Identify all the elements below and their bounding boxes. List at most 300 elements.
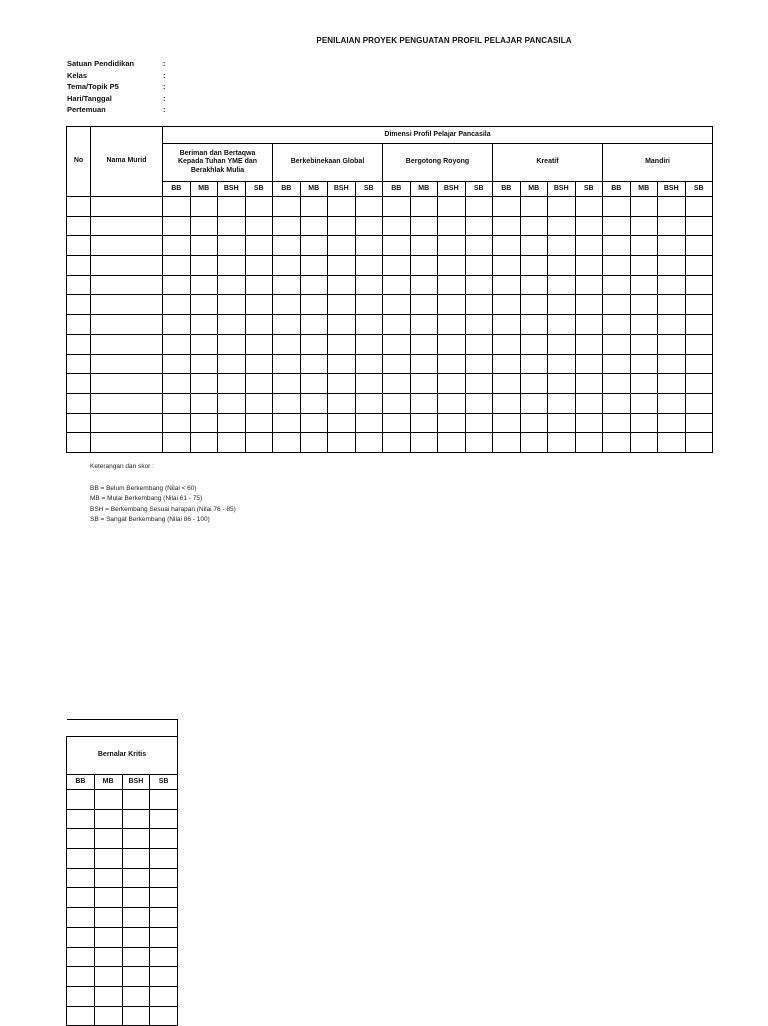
- header-level-mb: MB: [300, 182, 328, 197]
- table-cell: [163, 295, 191, 315]
- table-cell: [493, 374, 521, 394]
- table-cell: [273, 295, 301, 315]
- header-level-sb: SB: [355, 182, 383, 197]
- table-cell: [658, 374, 686, 394]
- table-row: [67, 413, 713, 433]
- table-cell: [355, 295, 383, 315]
- table-cell: [603, 236, 631, 256]
- table-cell: [630, 374, 658, 394]
- table-cell: [410, 315, 438, 335]
- table-cell: [465, 334, 493, 354]
- table-cell: [163, 236, 191, 256]
- header-continued-blank: [67, 720, 178, 737]
- table-row: [67, 433, 713, 453]
- table-cell: [67, 216, 91, 236]
- table-cell: [300, 393, 328, 413]
- table-cell: [300, 374, 328, 394]
- table-cell: [438, 197, 466, 217]
- header-level-mb: MB: [94, 775, 122, 790]
- table-cell: [465, 256, 493, 276]
- table-cell: [122, 927, 150, 947]
- table-cell: [300, 275, 328, 295]
- table-row: [67, 197, 713, 217]
- header-level-sb: SB: [150, 775, 178, 790]
- table-cell: [575, 374, 603, 394]
- table-cell: [91, 256, 163, 276]
- table-cell: [163, 216, 191, 236]
- table-cell: [245, 236, 273, 256]
- table-cell: [383, 315, 411, 335]
- table-cell: [218, 354, 246, 374]
- table-cell: [438, 334, 466, 354]
- info-label: Satuan Pendidikan: [67, 59, 135, 68]
- header-level-bb: BB: [67, 775, 95, 790]
- table-cell: [520, 236, 548, 256]
- table-cell: [685, 413, 713, 433]
- table-cell: [91, 197, 163, 217]
- table-cell: [67, 947, 95, 967]
- table-cell: [685, 197, 713, 217]
- table-cell: [575, 413, 603, 433]
- table-cell: [150, 849, 178, 869]
- table-row: [67, 790, 178, 810]
- table-cell: [218, 374, 246, 394]
- table-cell: [67, 790, 95, 810]
- table-cell: [218, 334, 246, 354]
- table-cell: [91, 354, 163, 374]
- table-cell: [603, 295, 631, 315]
- table-cell: [438, 295, 466, 315]
- table-cell: [190, 433, 218, 453]
- table-cell: [67, 967, 95, 987]
- table-row: [67, 354, 713, 374]
- table-cell: [685, 275, 713, 295]
- table-cell: [94, 868, 122, 888]
- table-cell: [355, 393, 383, 413]
- table-cell: [91, 433, 163, 453]
- info-row: [67, 104, 169, 116]
- table-cell: [328, 197, 356, 217]
- table-cell: [328, 433, 356, 453]
- table-row: [67, 216, 713, 236]
- table-cell: [328, 334, 356, 354]
- table-cell: [658, 275, 686, 295]
- legend-item: BB = Belum Berkembang (Nilai < 60): [90, 484, 197, 492]
- table-cell: [548, 295, 576, 315]
- table-cell: [410, 413, 438, 433]
- table-cell: [603, 216, 631, 236]
- table-cell: [685, 433, 713, 453]
- table-cell: [658, 354, 686, 374]
- table-cell: [493, 275, 521, 295]
- table-row: [67, 868, 178, 888]
- table-cell: [94, 888, 122, 908]
- table-cell: [150, 868, 178, 888]
- header-level-sb: SB: [685, 182, 713, 197]
- table-cell: [493, 315, 521, 335]
- table-cell: [122, 809, 150, 829]
- header-level-bb: BB: [273, 182, 301, 197]
- table-cell: [465, 315, 493, 335]
- header-level-bsh: BSH: [122, 775, 150, 790]
- table-cell: [67, 236, 91, 256]
- table-cell: [300, 295, 328, 315]
- header-level-sb: SB: [245, 182, 273, 197]
- table-cell: [465, 433, 493, 453]
- table-cell: [67, 295, 91, 315]
- table-cell: [67, 829, 95, 849]
- table-cell: [548, 354, 576, 374]
- table-cell: [150, 947, 178, 967]
- table-row: [67, 908, 178, 928]
- table-cell: [658, 295, 686, 315]
- table-cell: [91, 393, 163, 413]
- table-cell: [603, 315, 631, 335]
- table-cell: [245, 413, 273, 433]
- legend-heading: Keterangan dan skor :: [90, 463, 154, 470]
- table-cell: [67, 197, 91, 217]
- table-cell: [520, 295, 548, 315]
- table-cell: [465, 354, 493, 374]
- header-level-bb: BB: [163, 182, 191, 197]
- table-cell: [465, 374, 493, 394]
- header-nama-murid: Nama Murid: [91, 127, 163, 197]
- table-cell: [493, 413, 521, 433]
- table-cell: [520, 393, 548, 413]
- table-cell: [438, 315, 466, 335]
- table-cell: [520, 413, 548, 433]
- table-cell: [273, 256, 301, 276]
- table-cell: [383, 393, 411, 413]
- table-row: [67, 829, 178, 849]
- table-cell: [438, 433, 466, 453]
- table-row: [67, 256, 713, 276]
- table-row: [67, 334, 713, 354]
- table-cell: [328, 275, 356, 295]
- table-cell: [67, 908, 95, 928]
- table-cell: [67, 927, 95, 947]
- table-cell: [218, 393, 246, 413]
- table-cell: [438, 393, 466, 413]
- header-level-bsh: BSH: [548, 182, 576, 197]
- table-cell: [438, 354, 466, 374]
- table-cell: [603, 413, 631, 433]
- table-cell: [67, 374, 91, 394]
- table-cell: [355, 275, 383, 295]
- table-cell: [245, 334, 273, 354]
- table-cell: [218, 256, 246, 276]
- table-cell: [548, 216, 576, 236]
- table-cell: [190, 374, 218, 394]
- info-label: Kelas: [67, 70, 88, 80]
- table-cell: [493, 334, 521, 354]
- table-cell: [548, 256, 576, 276]
- table-cell: [94, 927, 122, 947]
- table-cell: [218, 315, 246, 335]
- table-cell: [150, 829, 178, 849]
- table-cell: [91, 315, 163, 335]
- table-cell: [94, 790, 122, 810]
- table-cell: [273, 197, 301, 217]
- table-cell: [685, 354, 713, 374]
- table-cell: [410, 374, 438, 394]
- table-row: [67, 236, 713, 256]
- table-cell: [67, 393, 91, 413]
- table-cell: [685, 236, 713, 256]
- table-cell: [300, 413, 328, 433]
- table-cell: [465, 275, 493, 295]
- table-cell: [190, 413, 218, 433]
- table-cell: [94, 809, 122, 829]
- table-cell: [218, 413, 246, 433]
- table-cell: [328, 413, 356, 433]
- table-cell: [465, 295, 493, 315]
- table-cell: [548, 393, 576, 413]
- table-cell: [190, 275, 218, 295]
- table-cell: [575, 216, 603, 236]
- table-cell: [67, 354, 91, 374]
- table-cell: [163, 315, 191, 335]
- table-cell: [410, 197, 438, 217]
- table-cell: [383, 433, 411, 453]
- table-cell: [218, 197, 246, 217]
- table-cell: [410, 295, 438, 315]
- table-cell: [91, 374, 163, 394]
- table-cell: [383, 413, 411, 433]
- table-cell: [603, 256, 631, 276]
- table-cell: [603, 374, 631, 394]
- header-level-bsh: BSH: [438, 182, 466, 197]
- table-cell: [658, 197, 686, 217]
- table-cell: [410, 393, 438, 413]
- table-cell: [245, 197, 273, 217]
- table-cell: [273, 413, 301, 433]
- legend-item: BSH = Berkembang Sesuai harapan (Nilai 76 - 85): [90, 505, 236, 513]
- table-cell: [383, 197, 411, 217]
- table-cell: [355, 236, 383, 256]
- table-cell: [67, 868, 95, 888]
- table-cell: [328, 374, 356, 394]
- table-cell: [163, 374, 191, 394]
- table-cell: [273, 275, 301, 295]
- table-cell: [548, 236, 576, 256]
- table-cell: [300, 216, 328, 236]
- table-cell: [328, 393, 356, 413]
- table-cell: [273, 354, 301, 374]
- table-cell: [218, 295, 246, 315]
- table-row: [67, 888, 178, 908]
- table-cell: [91, 275, 163, 295]
- table-cell: [91, 295, 163, 315]
- table-cell: [150, 809, 178, 829]
- table-cell: [520, 334, 548, 354]
- table-cell: [575, 256, 603, 276]
- table-cell: [685, 315, 713, 335]
- table-cell: [630, 275, 658, 295]
- table-cell: [603, 354, 631, 374]
- header-level-bb: BB: [383, 182, 411, 197]
- header-dimension: Beriman dan Bertaqwa Kepada Tuhan YME dan Berakhlak Mulia: [163, 144, 273, 182]
- header-level-mb: MB: [190, 182, 218, 197]
- table-cell: [658, 236, 686, 256]
- table-row: [67, 809, 178, 829]
- table-cell: [575, 236, 603, 256]
- table-cell: [328, 295, 356, 315]
- table-cell: [548, 197, 576, 217]
- table-cell: [300, 354, 328, 374]
- table-cell: [630, 256, 658, 276]
- info-colon: :: [163, 93, 166, 103]
- table-cell: [630, 197, 658, 217]
- header-level-sb: SB: [575, 182, 603, 197]
- table-cell: [658, 393, 686, 413]
- table-cell: [383, 275, 411, 295]
- table-cell: [67, 1006, 95, 1026]
- table-cell: [245, 275, 273, 295]
- table-row: [67, 849, 178, 869]
- table-cell: [273, 216, 301, 236]
- table-cell: [328, 236, 356, 256]
- table-cell: [273, 315, 301, 335]
- header-level-mb: MB: [520, 182, 548, 197]
- table-cell: [383, 236, 411, 256]
- table-cell: [150, 908, 178, 928]
- table-cell: [328, 216, 356, 236]
- table-cell: [163, 256, 191, 276]
- table-cell: [67, 849, 95, 869]
- table-cell: [685, 216, 713, 236]
- table-cell: [245, 256, 273, 276]
- table-cell: [94, 967, 122, 987]
- table-cell: [383, 374, 411, 394]
- table-cell: [548, 275, 576, 295]
- table-cell: [438, 374, 466, 394]
- table-cell: [383, 334, 411, 354]
- header-level-sb: SB: [465, 182, 493, 197]
- table-cell: [548, 413, 576, 433]
- table-cell: [122, 1006, 150, 1026]
- table-cell: [91, 216, 163, 236]
- table-cell: [122, 849, 150, 869]
- info-row: [67, 58, 169, 70]
- table-cell: [575, 334, 603, 354]
- table-cell: [150, 888, 178, 908]
- table-cell: [122, 908, 150, 928]
- info-row: [67, 93, 169, 105]
- table-cell: [245, 354, 273, 374]
- table-cell: [355, 413, 383, 433]
- table-cell: [273, 334, 301, 354]
- table-cell: [218, 216, 246, 236]
- table-cell: [603, 334, 631, 354]
- table-cell: [163, 334, 191, 354]
- table-cell: [438, 236, 466, 256]
- table-cell: [273, 236, 301, 256]
- table-cell: [300, 236, 328, 256]
- table-row: [67, 393, 713, 413]
- table-cell: [603, 275, 631, 295]
- table-cell: [218, 275, 246, 295]
- table-cell: [438, 275, 466, 295]
- table-cell: [190, 236, 218, 256]
- table-cell: [658, 256, 686, 276]
- table-cell: [91, 413, 163, 433]
- table-cell: [603, 197, 631, 217]
- table-cell: [548, 315, 576, 335]
- table-cell: [465, 413, 493, 433]
- table-row: [67, 315, 713, 335]
- table-cell: [94, 1006, 122, 1026]
- table-cell: [245, 315, 273, 335]
- table-cell: [493, 393, 521, 413]
- header-level-bsh: BSH: [218, 182, 246, 197]
- table-cell: [94, 947, 122, 967]
- info-label: Tema/Topik P5: [67, 82, 119, 92]
- header-level-bsh: BSH: [658, 182, 686, 197]
- table-cell: [493, 354, 521, 374]
- table-cell: [548, 433, 576, 453]
- table-cell: [685, 295, 713, 315]
- table-cell: [548, 374, 576, 394]
- table-cell: [630, 334, 658, 354]
- table-cell: [163, 275, 191, 295]
- table-cell: [122, 868, 150, 888]
- table-cell: [190, 334, 218, 354]
- table-cell: [245, 295, 273, 315]
- header-dimension: Berkebinekaan Global: [273, 144, 383, 182]
- table-cell: [67, 256, 91, 276]
- table-cell: [67, 888, 95, 908]
- table-cell: [438, 256, 466, 276]
- table-cell: [67, 413, 91, 433]
- table-cell: [355, 256, 383, 276]
- table-cell: [383, 354, 411, 374]
- table-cell: [122, 947, 150, 967]
- table-cell: [67, 334, 91, 354]
- header-dimensi-group: Dimensi Profil Pelajar Pancasila: [163, 127, 713, 144]
- table-cell: [300, 334, 328, 354]
- table-cell: [603, 393, 631, 413]
- table-cell: [273, 374, 301, 394]
- info-label: Pertemuan: [67, 105, 106, 115]
- table-cell: [245, 433, 273, 453]
- table-cell: [163, 197, 191, 217]
- table-cell: [658, 413, 686, 433]
- table-cell: [630, 236, 658, 256]
- table-cell: [163, 354, 191, 374]
- header-level-mb: MB: [410, 182, 438, 197]
- legend-item: MB = Mulai Berkembang (Nilai 61 - 75): [90, 495, 203, 503]
- table-cell: [67, 809, 95, 829]
- table-cell: [438, 413, 466, 433]
- table-cell: [150, 967, 178, 987]
- table-cell: [150, 1006, 178, 1026]
- table-cell: [603, 433, 631, 453]
- table-cell: [300, 256, 328, 276]
- table-cell: [150, 790, 178, 810]
- table-cell: [520, 216, 548, 236]
- info-colon: :: [163, 70, 166, 80]
- table-cell: [67, 275, 91, 295]
- info-label: Hari/Tanggal: [67, 93, 112, 103]
- header-no: No: [67, 127, 91, 197]
- table-cell: [465, 236, 493, 256]
- table-cell: [630, 295, 658, 315]
- table-row: [67, 986, 178, 1006]
- table-cell: [630, 315, 658, 335]
- header-dimension: Bernalar Kritis: [67, 737, 178, 775]
- table-cell: [91, 236, 163, 256]
